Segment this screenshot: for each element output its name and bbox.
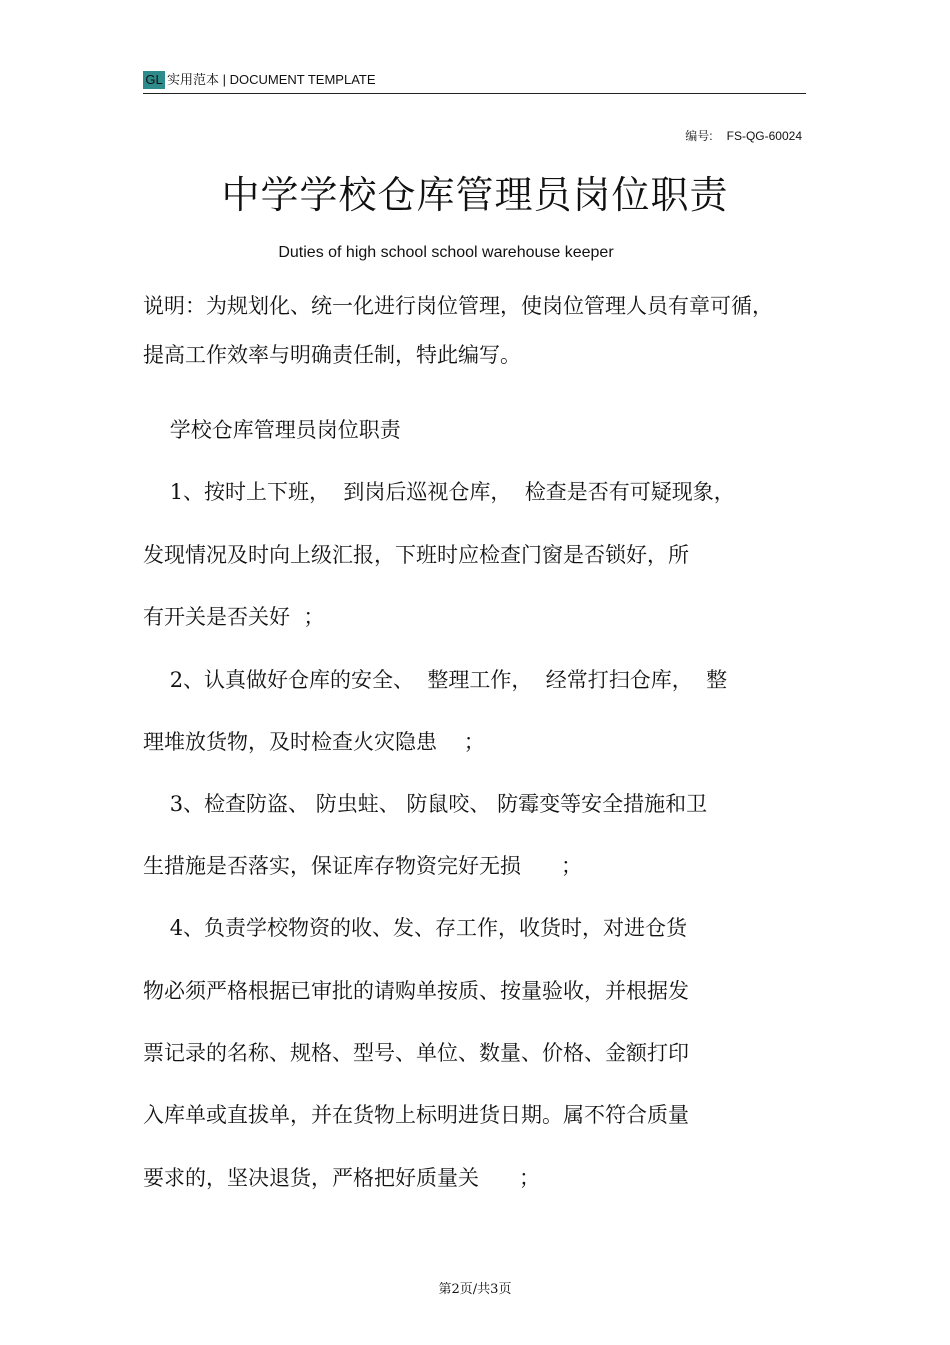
header-text: 实用范本 | DOCUMENT TEMPLATE xyxy=(167,72,376,87)
document-number xyxy=(685,127,802,144)
body-line: 要求的，坚决退货，严格把好质量关 ； xyxy=(143,1166,541,1190)
body-line: 票记录的名称、规格、型号、单位、数量、价格、金额打印 xyxy=(143,1041,689,1065)
body-line: 生措施是否落实，保证库存物资完好无损 ； xyxy=(143,854,583,878)
intro-line: 提高工作效率与明确责任制，特此编写。 xyxy=(143,343,521,367)
body-line: 有开关是否关好 ； xyxy=(143,605,325,629)
body-line: 3、检查防盗、 防虫蛀、 防鼠咬、 防霉变等安全措施和卫 xyxy=(143,792,708,816)
document-subtitle: Duties of high school school warehouse keeper xyxy=(278,244,614,261)
body-line: 1、按时上下班， 到岗后巡视仓库， 检查是否有可疑现象， xyxy=(143,480,735,504)
body-line: 入库单或直拔单，并在货物上标明进货日期。属不符合质量 xyxy=(143,1103,689,1127)
document-title: 中学学校仓库管理员岗位职责 xyxy=(221,173,729,217)
body-line: 发现情况及时向上级汇报，下班时应检查门窗是否锁好，所 xyxy=(143,543,689,567)
page-footer: 第2页/共3页 xyxy=(438,1282,512,1297)
body-line: 理堆放货物，及时检查火灾隐患 ； xyxy=(143,730,485,754)
body-line: 4、负责学校物资的收、发、存工作，收货时，对进仓货 xyxy=(143,916,688,940)
intro-line: 说明：为规划化、统一化进行岗位管理，使岗位管理人员有章可循， xyxy=(143,294,773,318)
body-line: 物必须严格根据已审批的请购单按质、按量验收，并根据发 xyxy=(143,979,689,1003)
body-line: 2、认真做好仓库的安全、 整理工作， 经常打扫仓库， 整 xyxy=(143,668,728,692)
logo: GL xyxy=(143,71,165,89)
page-header xyxy=(143,70,806,94)
section-heading: 学校仓库管理员岗位职责 xyxy=(143,418,401,442)
document-number-label: 编号: xyxy=(685,129,713,143)
document-number-value: FS-QG-60024 xyxy=(726,129,802,143)
